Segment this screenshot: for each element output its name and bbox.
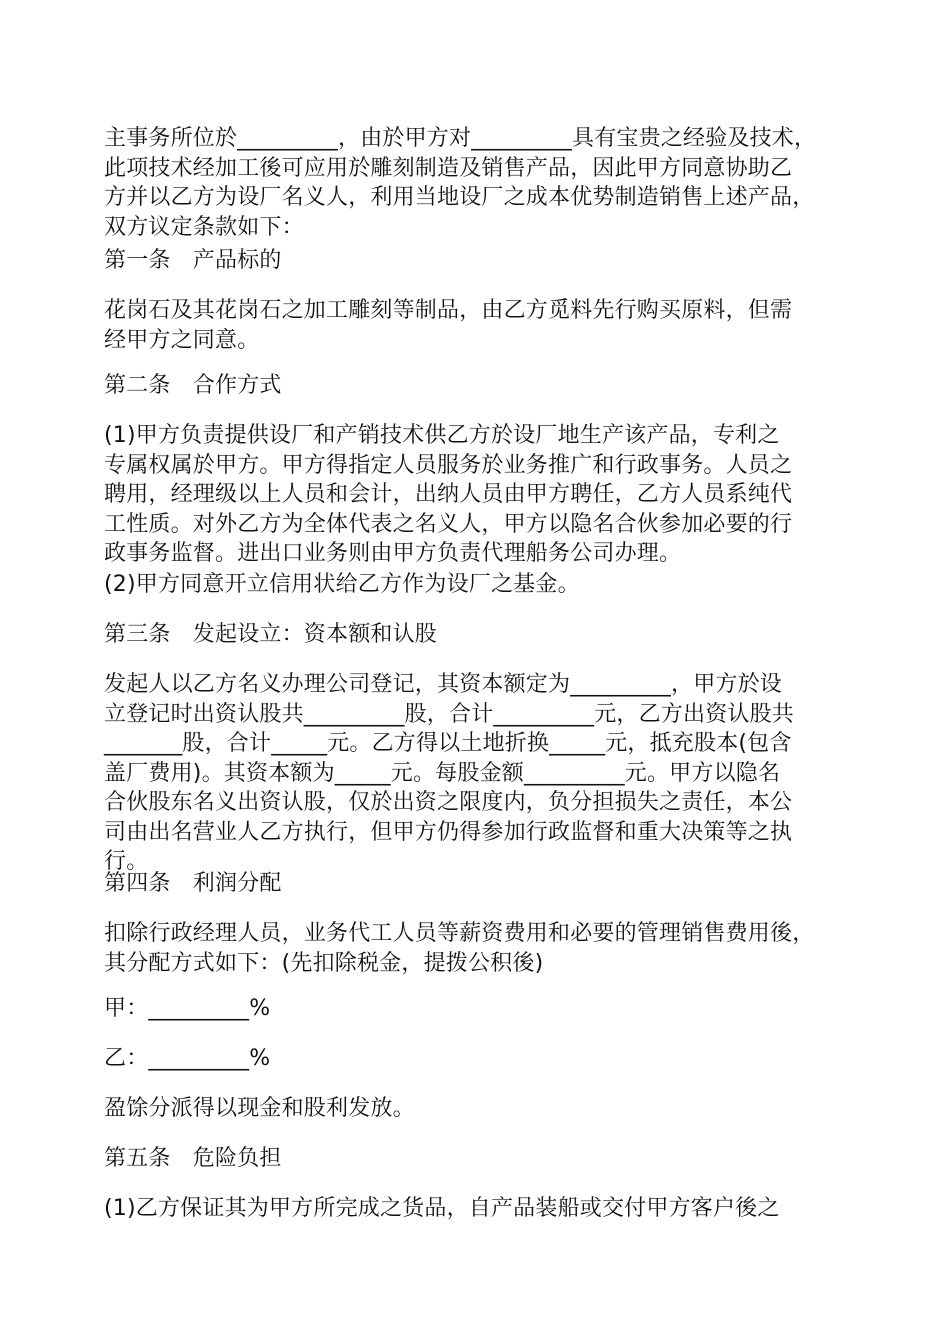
text-line: 经甲方之同意。 [104, 327, 260, 353]
text-line: 扣除行政经理人员，业务代工人员等薪资费用和必要的管理销售费用後， [104, 921, 815, 946]
text-line: 合伙股东名义出资认股，仅於出资之限度内，负分担损失之责任，本公 [104, 790, 793, 815]
article-1-body [104, 296, 852, 355]
article-3-heading [104, 620, 852, 650]
party-b-share [104, 1044, 852, 1074]
heading-text: 第三条 发起设立：资本额和认股 [104, 622, 438, 647]
party-a-share [104, 994, 852, 1024]
heading-text: 第二条 合作方式 [104, 373, 282, 398]
heading-text: 第四条 利润分配 [104, 871, 282, 896]
text-line: 立登记时出资认股共_________股，合计_________元，乙方出资认股共 [104, 701, 795, 727]
article-4-body [104, 919, 852, 978]
heading-text: 第五条 危险负担 [104, 1146, 282, 1171]
article-2-paragraph-2 [104, 570, 852, 600]
article-5-paragraph-1 [104, 1194, 852, 1224]
text-line: 工性质。对外乙方为全体代表之名义人，甲方以隐名合伙参加必要的行 [104, 511, 793, 537]
article-1-heading [104, 246, 852, 276]
text-line: 盖厂费用)。其资本额为_____元。每股金额_________元。甲方以隐名 [104, 760, 781, 786]
text-line: 乙：_________% [104, 1046, 271, 1071]
article-2-paragraph-1 [104, 421, 852, 569]
text-line: 甲：_________% [104, 996, 271, 1021]
text-line: 此项技术经加工後可应用於雕刻制造及销售产品，因此甲方同意协助乙 [104, 155, 793, 181]
article-5-heading [104, 1144, 852, 1174]
text-line: 政事务监督。进出口业务则由甲方负责代理船务公司办理。 [104, 541, 682, 566]
text-line: 聘用，经理级以上人员和会计，出纳人员由甲方聘任，乙方人员系纯代 [104, 482, 793, 507]
text-line: 双方议定条款如下： [104, 214, 304, 240]
text-line: 盈馀分派得以现金和股利发放。 [104, 1096, 415, 1121]
article-3-body [104, 670, 852, 877]
text-line: (1)甲方负责提供设厂和产销技术供乙方於设厂地生产该产品，专利之 [104, 423, 780, 448]
article-2-heading [104, 371, 852, 401]
text-line: 花岗石及其花岗石之加工雕刻等制品，由乙方觅料先行购买原料，但需 [104, 298, 793, 323]
text-line: 其分配方式如下：(先扣除税金，提拨公积後) [104, 950, 544, 976]
text-line: 发起人以乙方名义办理公司登记，其资本额定为_________，甲方於设 [104, 672, 783, 697]
text-line: _______股，合计_____元。乙方得以土地折换_____元，抵充股本(包含 [104, 731, 792, 756]
text-line: (1)乙方保证其为甲方所完成之货品，自产品装船或交付甲方客户後之 [104, 1196, 780, 1221]
dividend-note [104, 1094, 852, 1124]
text-line: 专属权属於甲方。甲方得指定人员服务於业务推广和行政事务。人员之 [104, 452, 793, 478]
intro-paragraph [104, 124, 852, 242]
text-line: 方并以乙方为设厂名义人，利用当地设厂之成本优势制造销售上述产品， [104, 185, 815, 210]
text-line: 主事务所位於_________，由於甲方对_________具有宝贵之经验及技术， [104, 126, 817, 151]
text-line: (2)甲方同意开立信用状给乙方作为设厂之基金。 [104, 572, 580, 597]
heading-text: 第一条 产品标的 [104, 248, 282, 273]
text-line: 行。 [104, 849, 149, 874]
article-4-heading [104, 869, 852, 899]
text-line: 司由出名营业人乙方执行，但甲方仍得参加行政监督和重大决策等之执 [104, 819, 793, 845]
